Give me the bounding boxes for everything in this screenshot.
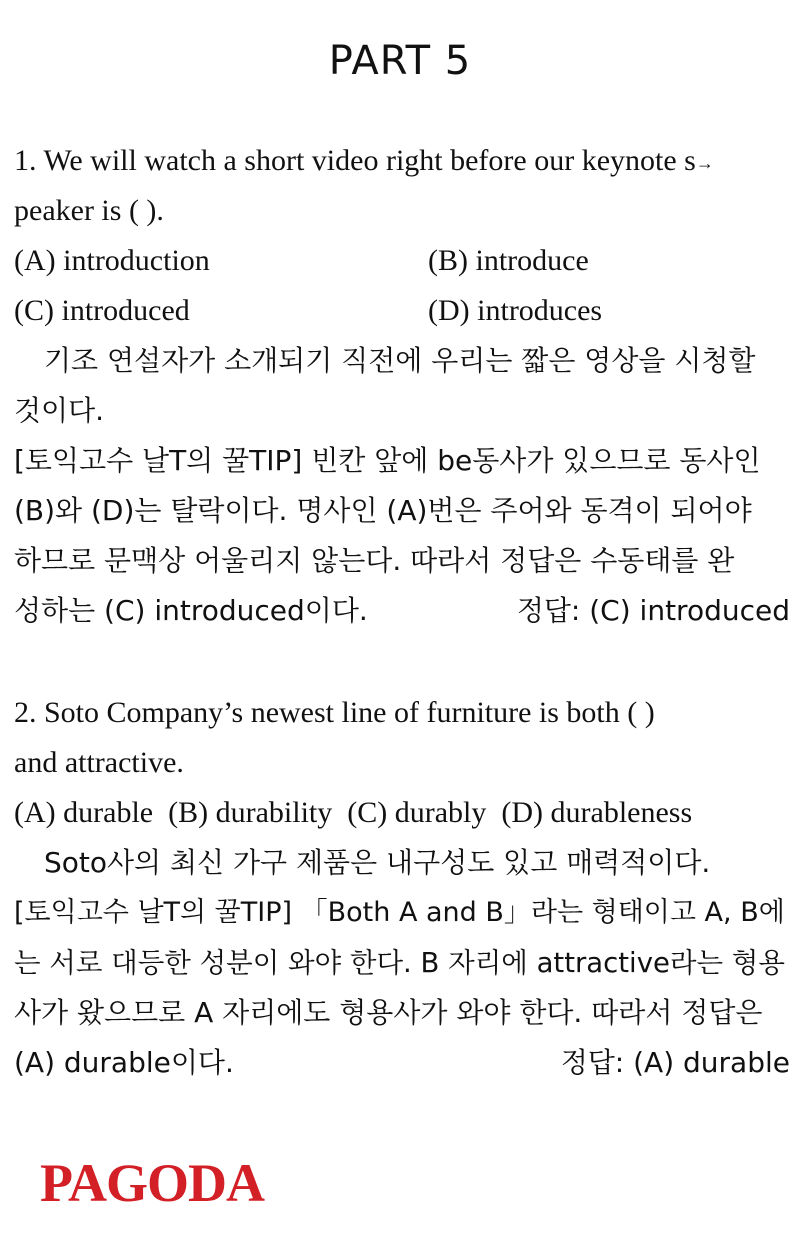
q2-stem-line-2: and attractive. [14, 746, 184, 779]
page-title: PART 5 [328, 38, 472, 84]
q1-tip-line-3: 하므로 문맥상 어울리지 않는다. 따라서 정답은 수동태를 완 [14, 544, 735, 577]
q1-options-row-2 [14, 286, 790, 336]
q2-tip-line-3: 사가 왔으므로 A 자리에도 형용사가 와야 한다. 따라서 정답은 [14, 996, 763, 1029]
q1-translation-line-2: 것이다. [14, 394, 105, 427]
q1-option-b: (B) introduce [428, 244, 589, 277]
q1-stem-text-1: 1. We will watch a short video right before our keynote s [14, 144, 696, 177]
q2-answer: 정답: (A) durable [560, 1046, 790, 1079]
q2-translation-line-1: Soto사의 최신 가구 제품은 내구성도 있고 매력적이다. [44, 846, 711, 879]
q2-stem-line-1: 2. Soto Company’s newest line of furniture is both ( ) [14, 696, 655, 729]
q1-stem-line-1 [14, 136, 790, 188]
pagoda-logo: PAGODA [40, 1153, 264, 1213]
q1-option-d: (D) introduces [428, 294, 603, 327]
q2-tip-line-1: [토익고수 날T의 꿀TIP] 「Both A and B」라는 형태이고 A, B에 [14, 897, 785, 928]
q1-option-c: (C) introduced [14, 294, 190, 327]
q1-tip-line-4: 성하는 (C) introduced이다. [14, 594, 368, 627]
q1-answer: 정답: (C) introduced [516, 594, 790, 627]
q1-translation-line-1: 기조 연설자가 소개되기 직전에 우리는 짧은 영상을 시청할 [44, 344, 756, 377]
q2-tip-line-4: (A) durable이다. [14, 1046, 234, 1079]
line-continue-arrow-icon: → [695, 153, 714, 174]
q1-tip-line-2: (B)와 (D)는 탈락이다. 명사인 (A)번은 주어와 동격이 되어야 [14, 494, 752, 527]
q1-stem-line-2: peaker is ( ). [14, 194, 164, 227]
q2-options: (A) durable (B) durability (C) durably (D) durableness [14, 796, 693, 829]
q1-tip-line-1: [토익고수 날T의 꿀TIP] 빈칸 앞에 be동사가 있으므로 동사인 [14, 444, 761, 477]
q2-tip-line-2: 는 서로 대등한 성분이 와야 한다. B 자리에 attractive라는 형용 [14, 947, 785, 979]
q1-options-row-1 [14, 236, 790, 286]
q1-option-a: (A) introduction [14, 244, 210, 277]
